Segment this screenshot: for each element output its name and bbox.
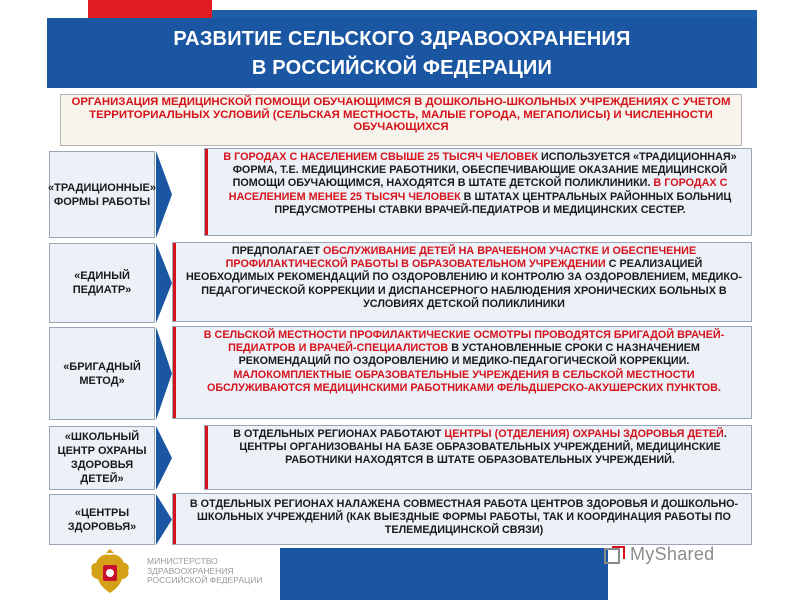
highlight-text: МАЛОКОМПЛЕКТНЫЕ ОБРАЗОВАТЕЛЬНЫЕ УЧРЕЖДЕНИЯ В СЕЛЬСКОЙ МЕСТНОСТИ ОБСЛУЖИВАЮТСЯ МЕДИЦИНСКИМИ РАБОТНИКАМИ ФЕЛЬДШЕРСКО-АКУШЕРСКИХ ПУНКТОВ. (207, 368, 721, 394)
top-red-accent (88, 0, 212, 18)
arrow-icon (156, 151, 172, 238)
highlight-text: В ГОРОДАХ С НАСЕЛЕНИЕМ СВЫШЕ 25 ТЫСЯЧ ЧЕЛОВЕК (223, 151, 539, 163)
label-line: МЕТОД» (79, 374, 125, 387)
ministry-line: МИНИСТЕРСТВО (147, 556, 218, 566)
ministry-caption (147, 557, 287, 586)
red-accent-bar (205, 426, 208, 489)
row-label-health-centers (49, 494, 155, 545)
row-label-single-pediatrician (49, 243, 155, 323)
watermark-text: MyShared (630, 544, 715, 564)
red-accent-bar (173, 494, 176, 544)
row-label-school-center (49, 426, 155, 490)
highlight-text: В СЕЛЬСКОЙ МЕСТНОСТИ ПРОФИЛАКТИЧЕСКИЕ ОСМОТРЫ ПРОВОДЯТСЯ БРИГАДОЙ ВРАЧЕЙ-ПЕДИАТРОВ И ВРАЧЕЙ-СПЕЦИАЛИСТОВ (203, 329, 725, 355)
body-text: В ШТАТАХ ЦЕНТРАЛЬНЫХ РАЙОННЫХ БОЛЬНИЦ ПРЕДУСМОТРЕНЫ СТАВКИ ВРАЧЕЙ-ПЕДИАТРОВ И МЕДИЦИНСКИХ СЕСТЕР. (274, 190, 732, 216)
highlight-text: В ГОРОДАХ С НАСЕЛЕНИЕМ МЕНЕЕ 25 ТЫСЯЧ ЧЕЛОВЕК (228, 177, 728, 203)
label-line: «ТРАДИЦИОННЫЕ» (48, 181, 156, 194)
label-line: ПЕДИАТР» (72, 284, 132, 296)
label-line: ЗДОРОВЬЯ» (67, 520, 137, 533)
label-line: ФОРМЫ РАБОТЫ (53, 195, 151, 208)
body-text: В УСТАНОВЛЕННЫЕ СРОКИ С НАЗНАЧЕНИЕМ РЕКОМЕНДАЦИЙ ПО ОЗДОРОВЛЕНИЮ И МЕДИКО-ПЕДАГОГИЧЕСКОЙ КОРРЕКЦИИ. (238, 342, 700, 368)
arrow-icon (156, 327, 172, 420)
row-text-single-pediatrician (172, 242, 752, 322)
label-line: «ЦЕНТРЫ (74, 506, 130, 519)
title-line-2: В РОССИЙСКОЙ ФЕДЕРАЦИИ (251, 57, 553, 79)
row-text-traditional (204, 148, 752, 236)
label-line: «БРИГАДНЫЙ (63, 360, 141, 373)
subtitle-box: ОРГАНИЗАЦИЯ МЕДИЦИНСКОЙ ПОМОЩИ ОБУЧАЮЩИМСЯ В ДОШКОЛЬНО-ШКОЛЬНЫХ УЧРЕЖДЕНИЯХ С УЧЕТОМ ТЕРРИТОРИАЛЬНЫХ УСЛОВИЙ (СЕЛЬСКАЯ МЕСТНОСТЬ, МАЛЫЕ ГОРОДА, МЕГАПОЛИСЫ) И ЧИСЛЕННОСТИ ОБУЧАЮЩИХСЯ (60, 94, 742, 146)
highlight-text: ОБСЛУЖИВАНИЕ ДЕТЕЙ НА ВРАЧЕБНОМ УЧАСТКЕ И ОБЕСПЕЧЕНИЕ ПРОФИЛАКТИЧЕСКОЙ РАБОТЫ В ОБРАЗОВАТЕЛЬНОМ УЧРЕЖДЕНИИ (225, 245, 697, 271)
ministry-line: ЗДРАВООХРАНЕНИЯ (147, 565, 234, 576)
body-text: В ОТДЕЛЬНЫХ РЕГИОНАХ НАЛАЖЕНА СОВМЕСТНАЯ РАБОТА ЦЕНТРОВ ЗДОРОВЬЯ И ДОШКОЛЬНО-ШКОЛЬНЫХ УЧРЕЖДЕНИЙ (КАК ВЫЕЗДНЫЕ ФОРМЫ РАБОТЫ, ТАК И КООРДИНАЦИЯ РАБОТЫ ПО ТЕЛЕМЕДИЦИНСКОЙ СВЯЗИ) (189, 498, 739, 537)
page-title (47, 18, 757, 88)
body-text: . ЦЕНТРЫ ОРГАНИЗОВАНЫ НА БАЗЕ ОБРАЗОВАТЕЛЬНЫХ УЧРЕЖДЕНИЙ, МЕДИЦИНСКИЕ РАБОТНИКИ НАХОДЯТСЯ В ШТАТЕ ОБРАЗОВАТЕЛЬНЫХ УЧРЕЖДЕНИЙ. (239, 428, 727, 467)
ministry-line: РОССИЙСКОЙ ФЕДЕРАЦИИ (147, 575, 263, 585)
footer-blue-bar (280, 548, 608, 600)
row-text-brigade (172, 326, 752, 419)
arrow-icon (156, 494, 172, 545)
row-label-brigade (49, 327, 155, 420)
highlight-text: ЦЕНТРЫ (ОТДЕЛЕНИЯ) ОХРАНЫ ЗДОРОВЬЯ ДЕТЕЙ (444, 428, 724, 440)
row-text-school-center (204, 425, 752, 490)
arrow-icon (156, 426, 172, 490)
body-text: ИСПОЛЬЗУЕТСЯ «ТРАДИЦИОННАЯ» ФОРМА, Т.Е. МЕДИЦИНСКИЕ РАБОТНИКИ, ОБЕСПЕЧИВАЮЩИЕ ОКАЗАНИЕ МЕДИЦИНСКОЙ ПОМОЩИ ОБУЧАЮЩИМСЯ, НАХОДЯТСЯ В ШТАТЕ ДЕТСКОЙ ПОЛИКЛИНИКИ. (232, 151, 737, 190)
red-accent-bar (205, 149, 208, 235)
label-line: «ШКОЛЬНЫЙ (64, 431, 140, 443)
red-accent-bar (173, 327, 176, 418)
label-line: ЦЕНТР ОХРАНЫ (57, 445, 147, 457)
red-accent-bar (173, 243, 176, 321)
body-text: ПРЕДПОЛАГАЕТ (231, 245, 323, 257)
top-blue-accent (212, 10, 757, 18)
row-text-health-centers (172, 493, 752, 545)
body-text: С РЕАЛИЗАЦИЕЙ НЕОБХОДИМЫХ РЕКОМЕНДАЦИЙ ПО ОЗДОРОВЛЕНИЮ И КОНТРОЛЮ ЗА ОЗДОРОВЛЕНИЕМ, МЕДИКО-ПЕДАГОГИЧЕСКОЙ КОРРЕКЦИИ И ДИСПАНСЕРНОГО НАБЛЮДЕНИЯ ХРОНИЧЕСКИХ БОЛЬНЫХ В УСЛОВИЯХ ДЕТСКОЙ ПОЛИКЛИНИКИ (185, 258, 743, 310)
coat-of-arms-icon (88, 549, 132, 597)
title-line-1: РАЗВИТИЕ СЕЛЬСКОГО ЗДРАВООХРАНЕНИЯ (173, 28, 631, 50)
arrow-icon (156, 243, 172, 323)
row-label-traditional (49, 151, 155, 238)
body-text: В ОТДЕЛЬНЫХ РЕГИОНАХ РАБОТАЮТ (233, 428, 445, 440)
label-line: «ЕДИНЫЙ (74, 270, 130, 282)
label-line: ЗДОРОВЬЯ ДЕТЕЙ» (70, 459, 134, 485)
watermark-logo-icon (604, 546, 626, 566)
